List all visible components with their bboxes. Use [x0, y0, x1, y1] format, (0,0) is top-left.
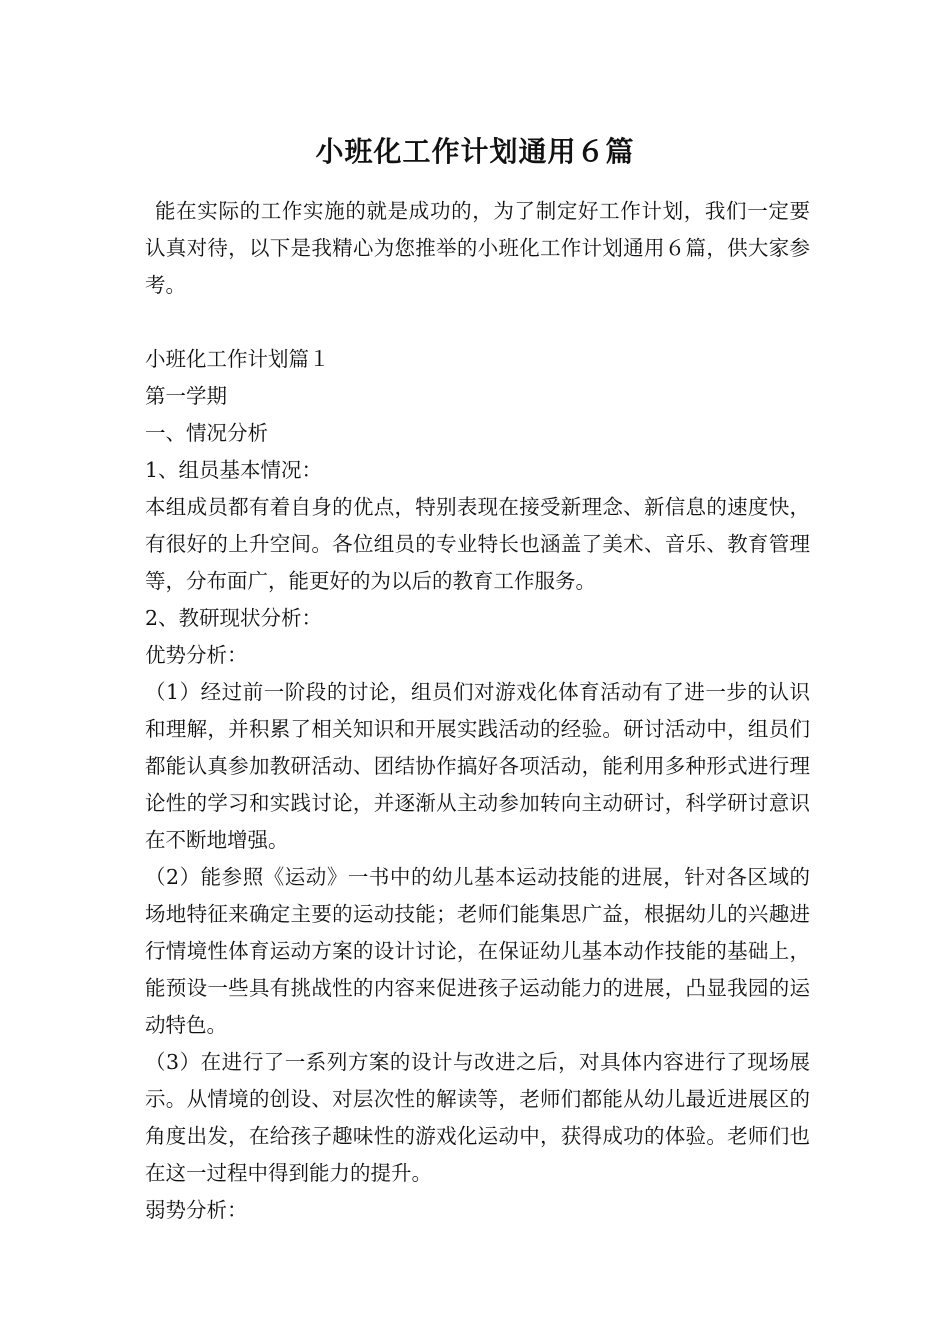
body-paragraph: （3）在进行了一系列方案的设计与改进之后，对具体内容进行了现场展示。从情境的创设、对层次性的解读等，老师们都能从幼儿最近进展区的角度出发，在给孩子趣味性的游戏化运动中，获得成功的体验。老师们也在这一过程中得到能力的提升。 — [145, 1050, 810, 1185]
analysis-heading: 弱势分析： — [145, 1198, 248, 1222]
body-paragraph: （1）经过前一阶段的讨论，组员们对游戏化体育活动有了进一步的认识和理解，并积累了相关知识和开展实践活动的经验。研讨活动中，组员们都能认真参加教研活动、团结协作搞好各项活动，能利用多种形式进行理论性的学习和实践讨论，并逐渐从主动参加转向主动研讨，科学研讨意识在不断地增强。 — [145, 680, 810, 852]
item-heading: 2、教研现状分析： — [145, 606, 323, 630]
subsection-heading: 一、情况分析 — [145, 421, 268, 445]
body-paragraph: （2）能参照《运动》一书中的幼儿基本运动技能的进展，针对各区域的场地特征来确定主要的运动技能；老师们能集思广益，根据幼儿的兴趣进行情境性体育运动方案的设计讨论，在保证幼儿基本动作技能的基础上，能预设一些具有挑战性的内容来促进孩子运动能力的进展，凸显我园的运动特色。 — [145, 865, 810, 1037]
body-paragraph: 本组成员都有着自身的优点，特别表现在接受新理念、新信息的速度快，有很好的上升空间。各位组员的专业特长也涵盖了美术、音乐、教育管理等，分布面广，能更好的为以后的教育工作服务。 — [145, 495, 810, 593]
intro-paragraph: 能在实际的工作实施的就是成功的，为了制定好工作计划，我们一定要认真对待，以下是我精心为您推举的小班化工作计划通用６篇，供大家参考。 — [145, 199, 810, 297]
document-body — [145, 193, 810, 1229]
document-title: 小班化工作计划通用６篇 — [315, 135, 635, 168]
analysis-heading: 优势分析： — [145, 643, 248, 667]
semester-heading: 第一学期 — [145, 384, 227, 408]
section-heading: 小班化工作计划篇１ — [145, 347, 330, 371]
item-heading: 1、组员基本情况： — [145, 458, 323, 482]
